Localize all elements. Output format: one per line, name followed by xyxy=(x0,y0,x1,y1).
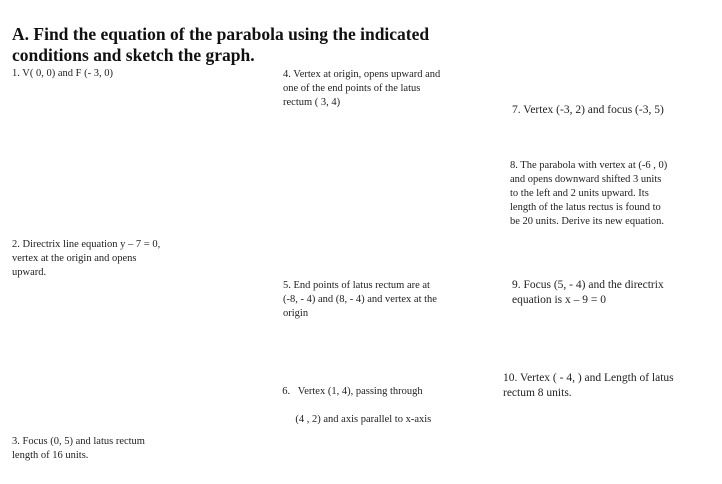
problem-10-line-2: rectum 8 units. xyxy=(503,387,572,399)
problem-2-line-2: vertex at the origin and opens xyxy=(12,253,137,264)
problem-6-line-1: 6. Vertex (1, 4), passing through xyxy=(282,386,423,397)
problem-1-line-1: 1. V( 0, 0) and F (- 3, 0) xyxy=(12,68,114,79)
problem-5-line-1: 5. End points of latus rectum are at xyxy=(283,280,430,291)
problem-8-line-1: 8. The parabola with vertex at (-6 , 0) xyxy=(510,160,668,171)
problem-8-line-4: length of the latus rectus is found to xyxy=(510,202,661,213)
problem-4-line-3: rectum ( 3, 4) xyxy=(283,97,341,108)
problem-4 xyxy=(283,68,440,110)
problem-2-line-1: 2. Directrix line equation y – 7 = 0, xyxy=(12,239,161,250)
problem-8-line-3: to the left and 2 units upward. Its xyxy=(510,188,649,199)
problem-7 xyxy=(512,103,664,118)
problem-3-line-1: 3. Focus (0, 5) and latus rectum xyxy=(12,436,145,447)
problem-8-line-2: and opens downward shifted 3 units xyxy=(510,174,662,185)
problem-6 xyxy=(277,371,431,427)
problem-6-line-2: (4 , 2) and axis parallel to x-axis xyxy=(282,414,432,425)
problem-8-line-5: be 20 units. Derive its new equation. xyxy=(510,216,664,227)
problem-2-line-3: upward. xyxy=(12,267,47,278)
problem-3-line-2: length of 16 units. xyxy=(12,450,89,461)
problem-10 xyxy=(503,371,674,401)
problem-2 xyxy=(12,238,160,280)
problem-5 xyxy=(283,279,437,321)
problem-5-line-2: (-8, - 4) and (8, - 4) and vertex at the xyxy=(283,294,437,305)
problem-9 xyxy=(512,278,664,308)
section-heading-line-2: conditions and sketch the graph. xyxy=(12,45,255,65)
problem-7-line-1: 7. Vertex (-3, 2) and focus (-3, 5) xyxy=(512,104,664,116)
problem-4-line-2: one of the end points of the latus xyxy=(283,83,421,94)
problem-4-line-1: 4. Vertex at origin, opens upward and xyxy=(283,69,441,80)
problem-9-line-2: equation is x – 9 = 0 xyxy=(512,294,607,306)
problem-5-line-3: origin xyxy=(283,308,309,319)
section-heading xyxy=(12,24,432,66)
problem-3 xyxy=(12,435,145,463)
problem-8 xyxy=(510,159,711,229)
section-heading-line-1: A. Find the equation of the parabola using the indicated xyxy=(12,24,430,44)
problem-10-line-1: 10. Vertex ( - 4, ) and Length of latus xyxy=(503,372,674,384)
problem-1 xyxy=(12,67,113,81)
problem-9-line-1: 9. Focus (5, - 4) and the directrix xyxy=(512,279,664,291)
